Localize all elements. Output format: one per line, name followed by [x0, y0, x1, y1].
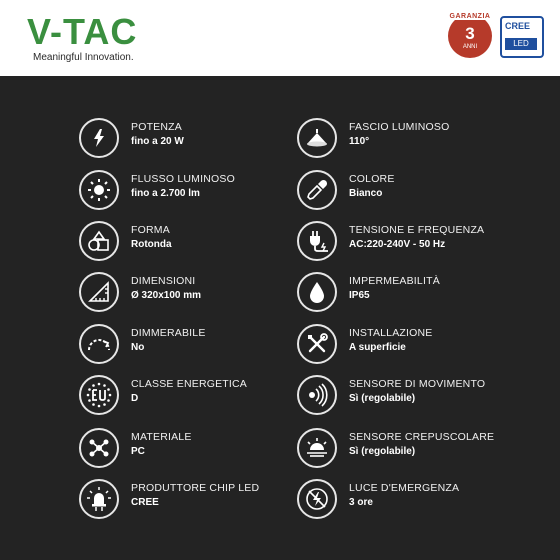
- spec-label: MATERIALE: [131, 431, 192, 443]
- spec-waterproof: [297, 272, 547, 312]
- spec-label: DIMENSIONI: [131, 275, 196, 287]
- eu-icon: [79, 375, 119, 415]
- tools-icon: [297, 324, 337, 364]
- warranty-badge: [448, 14, 492, 58]
- spec-beam-angle: [297, 118, 547, 158]
- spec-dimmable: [79, 324, 329, 364]
- led-chip-icon: [79, 479, 119, 519]
- spec-emergency-light: [297, 479, 547, 519]
- spec-label: SENSORE DI MOVIMENTO: [349, 378, 486, 390]
- led-logo-text: LED: [505, 38, 537, 50]
- spec-value: Sì (regolabile): [349, 446, 416, 457]
- dropper-icon: [297, 170, 337, 210]
- spec-label: INSTALLAZIONE: [349, 327, 433, 339]
- spec-installation: [297, 324, 547, 364]
- spec-value: Rotonda: [131, 239, 172, 250]
- spec-value: PC: [131, 446, 145, 457]
- spec-value: IP65: [349, 290, 370, 301]
- spec-label: IMPERMEABILITÀ: [349, 275, 440, 287]
- spec-power: [79, 118, 329, 158]
- spec-label: LUCE D'EMERGENZA: [349, 482, 460, 494]
- plug-icon: [297, 221, 337, 261]
- spec-value: Ø 320x100 mm: [131, 290, 202, 301]
- spec-label: FORMA: [131, 224, 170, 236]
- warranty-label: GARANZIA: [449, 13, 491, 20]
- spec-energy-class: [79, 375, 329, 415]
- spec-shape: [79, 221, 329, 261]
- shapes-icon: [79, 221, 119, 261]
- dimmer-icon: [79, 324, 119, 364]
- ruler-icon: [79, 272, 119, 312]
- motion-sensor-icon: [297, 375, 337, 415]
- beam-icon: [297, 118, 337, 158]
- spec-label: CLASSE ENERGETICA: [131, 378, 248, 390]
- spec-color: [297, 170, 547, 210]
- spec-value: CREE: [131, 497, 159, 508]
- spec-value: A superficie: [349, 342, 406, 353]
- emergency-icon: [297, 479, 337, 519]
- spec-label: COLORE: [349, 173, 395, 185]
- cree-led-logo: [500, 16, 544, 58]
- spec-motion-sensor: [297, 375, 547, 415]
- spec-label: FLUSSO LUMINOSO: [131, 173, 235, 185]
- spec-label: PRODUTTORE CHIP LED: [131, 482, 260, 494]
- water-drop-icon: [297, 272, 337, 312]
- spec-value: 3 ore: [349, 497, 373, 508]
- spec-dimensions: [79, 272, 329, 312]
- lightning-icon: [79, 118, 119, 158]
- spec-value: D: [131, 393, 139, 404]
- warranty-years: 3: [465, 24, 475, 43]
- spec-value: Sì (regolabile): [349, 393, 416, 404]
- spec-label: DIMMERABILE: [131, 327, 206, 339]
- sun-icon: [79, 170, 119, 210]
- spec-led-chip: [79, 479, 329, 519]
- spec-value: fino a 20 W: [131, 136, 184, 147]
- spec-luminous-flux: [79, 170, 329, 210]
- spec-dusk-sensor: [297, 428, 547, 468]
- spec-value: fino a 2.700 lm: [131, 188, 200, 199]
- molecule-icon: [79, 428, 119, 468]
- spec-value: AC:220-240V - 50 Hz: [349, 239, 446, 250]
- brand-tagline: Meaningful Innovation.: [33, 52, 134, 63]
- warranty-unit: ANNI: [462, 44, 478, 50]
- spec-value: No: [131, 342, 145, 353]
- spec-value: Bianco: [349, 188, 383, 199]
- spec-voltage: [297, 221, 547, 261]
- spec-label: TENSIONE E FREQUENZA: [349, 224, 485, 236]
- brand-logo: V-TAC: [27, 11, 138, 52]
- spec-material: [79, 428, 329, 468]
- spec-value: 110°: [349, 136, 370, 147]
- spec-label: SENSORE CREPUSCOLARE: [349, 431, 495, 443]
- dusk-sensor-icon: [297, 428, 337, 468]
- header: [0, 0, 560, 76]
- spec-label: POTENZA: [131, 121, 182, 133]
- cree-logo-text: CREE: [505, 21, 531, 31]
- spec-label: FASCIO LUMINOSO: [349, 121, 450, 133]
